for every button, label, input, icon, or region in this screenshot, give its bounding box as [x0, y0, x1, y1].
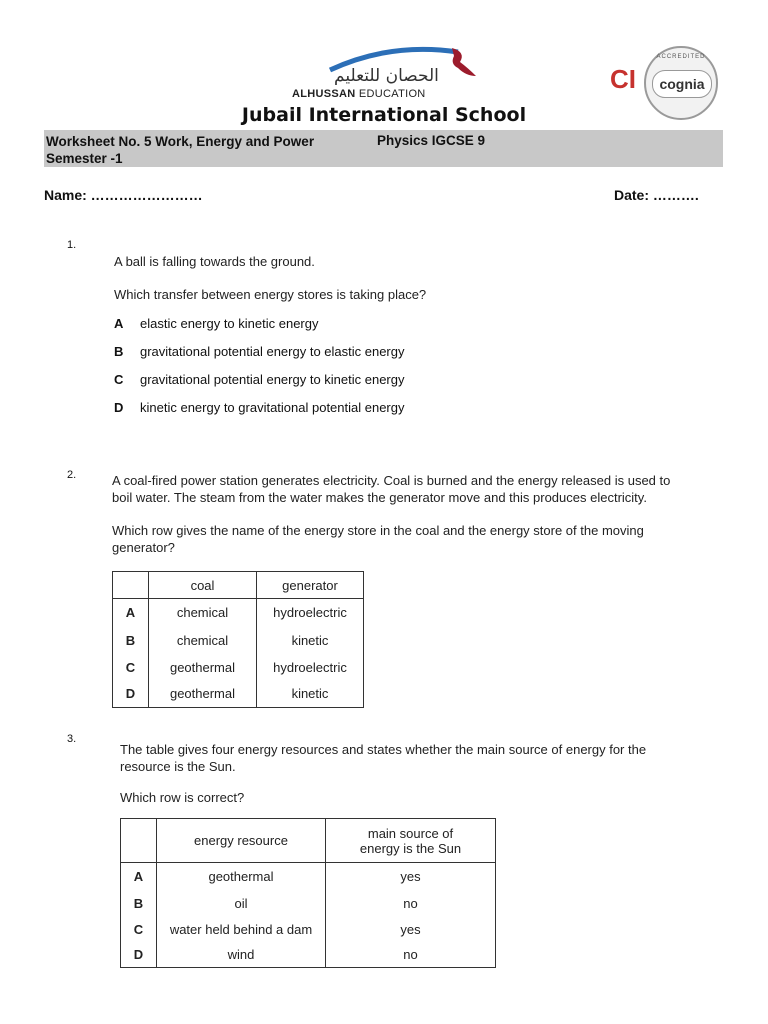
question-2-table: [112, 571, 364, 708]
q2-header-coal: coal: [149, 572, 257, 599]
q1-option-c-letter: C: [114, 372, 124, 387]
q3-header-sun: main source of energy is the Sun: [326, 819, 496, 863]
question-2-stem-line-1: A coal-fired power station generates electricity. Coal is burned and the energy released is used to: [112, 473, 671, 488]
worksheet-header-band: [44, 130, 723, 167]
question-1-prompt: Which transfer between energy stores is taking place?: [114, 287, 427, 302]
question-2-prompt-line-1: Which row gives the name of the energy store in the coal and the energy store of the moving: [112, 523, 644, 538]
q3-header-resource: energy resource: [157, 819, 326, 863]
question-3-prompt: Which row is correct?: [120, 790, 245, 805]
q1-option-d-letter: D: [114, 400, 124, 415]
question-3-stem-line-1: The table gives four energy resources and states whether the main source of energy for the: [120, 742, 647, 757]
subject-label: Physics IGCSE 9: [377, 133, 486, 148]
q1-option-a-text: elastic energy to kinetic energy: [140, 316, 319, 331]
question-2-stem-line-2: boil water. The steam from the water makes the generator move and this produces electricity.: [112, 490, 647, 505]
table-row: C water held behind a dam yes: [121, 917, 496, 943]
question-1-stem: A ball is falling towards the ground.: [114, 254, 315, 269]
table-row: A chemical hydroelectric: [113, 599, 364, 627]
logo-latin-text: ALHUSSAN EDUCATION: [292, 88, 426, 100]
q2-header-blank: [113, 572, 149, 599]
q2-header-generator: generator: [257, 572, 364, 599]
question-3-stem-line-2: resource is the Sun.: [120, 759, 236, 774]
accreditation-seal-icon: ACCREDITED cognia: [644, 46, 718, 120]
question-2-prompt-line-2: generator?: [112, 540, 175, 555]
school-title: Jubail International School: [241, 104, 527, 126]
q1-option-b-letter: B: [114, 344, 124, 359]
table-row: B oil no: [121, 891, 496, 917]
table-row: C geothermal hydroelectric: [113, 654, 364, 681]
ci-letters: CI: [610, 64, 636, 94]
cognia-accreditation-logo: [610, 46, 720, 124]
question-3-table: [120, 818, 496, 968]
worksheet-title: Worksheet No. 5 Work, Energy and Power: [46, 134, 315, 149]
logo-arabic-text: الحصان للتعليم: [334, 66, 439, 86]
semester-label: Semester -1: [46, 151, 123, 166]
alhussan-logo: [290, 46, 480, 104]
name-field: Name: ……………………: [44, 187, 203, 203]
question-1-number: 1.: [67, 239, 77, 251]
table-row: D wind no: [121, 943, 496, 968]
q1-option-a-letter: A: [114, 316, 124, 331]
cognia-wordmark: cognia: [652, 70, 712, 98]
q3-header-blank: [121, 819, 157, 863]
table-row: D geothermal kinetic: [113, 681, 364, 708]
table-row: B chemical kinetic: [113, 627, 364, 654]
q1-option-c-text: gravitational potential energy to kinetic energy: [140, 372, 405, 387]
date-field: Date: ……….: [614, 187, 699, 203]
question-3-number: 3.: [67, 733, 77, 745]
table-row: A geothermal yes: [121, 863, 496, 891]
q1-option-d-text: kinetic energy to gravitational potential energy: [140, 400, 405, 415]
question-2-number: 2.: [67, 469, 77, 481]
q1-option-b-text: gravitational potential energy to elastic energy: [140, 344, 405, 359]
